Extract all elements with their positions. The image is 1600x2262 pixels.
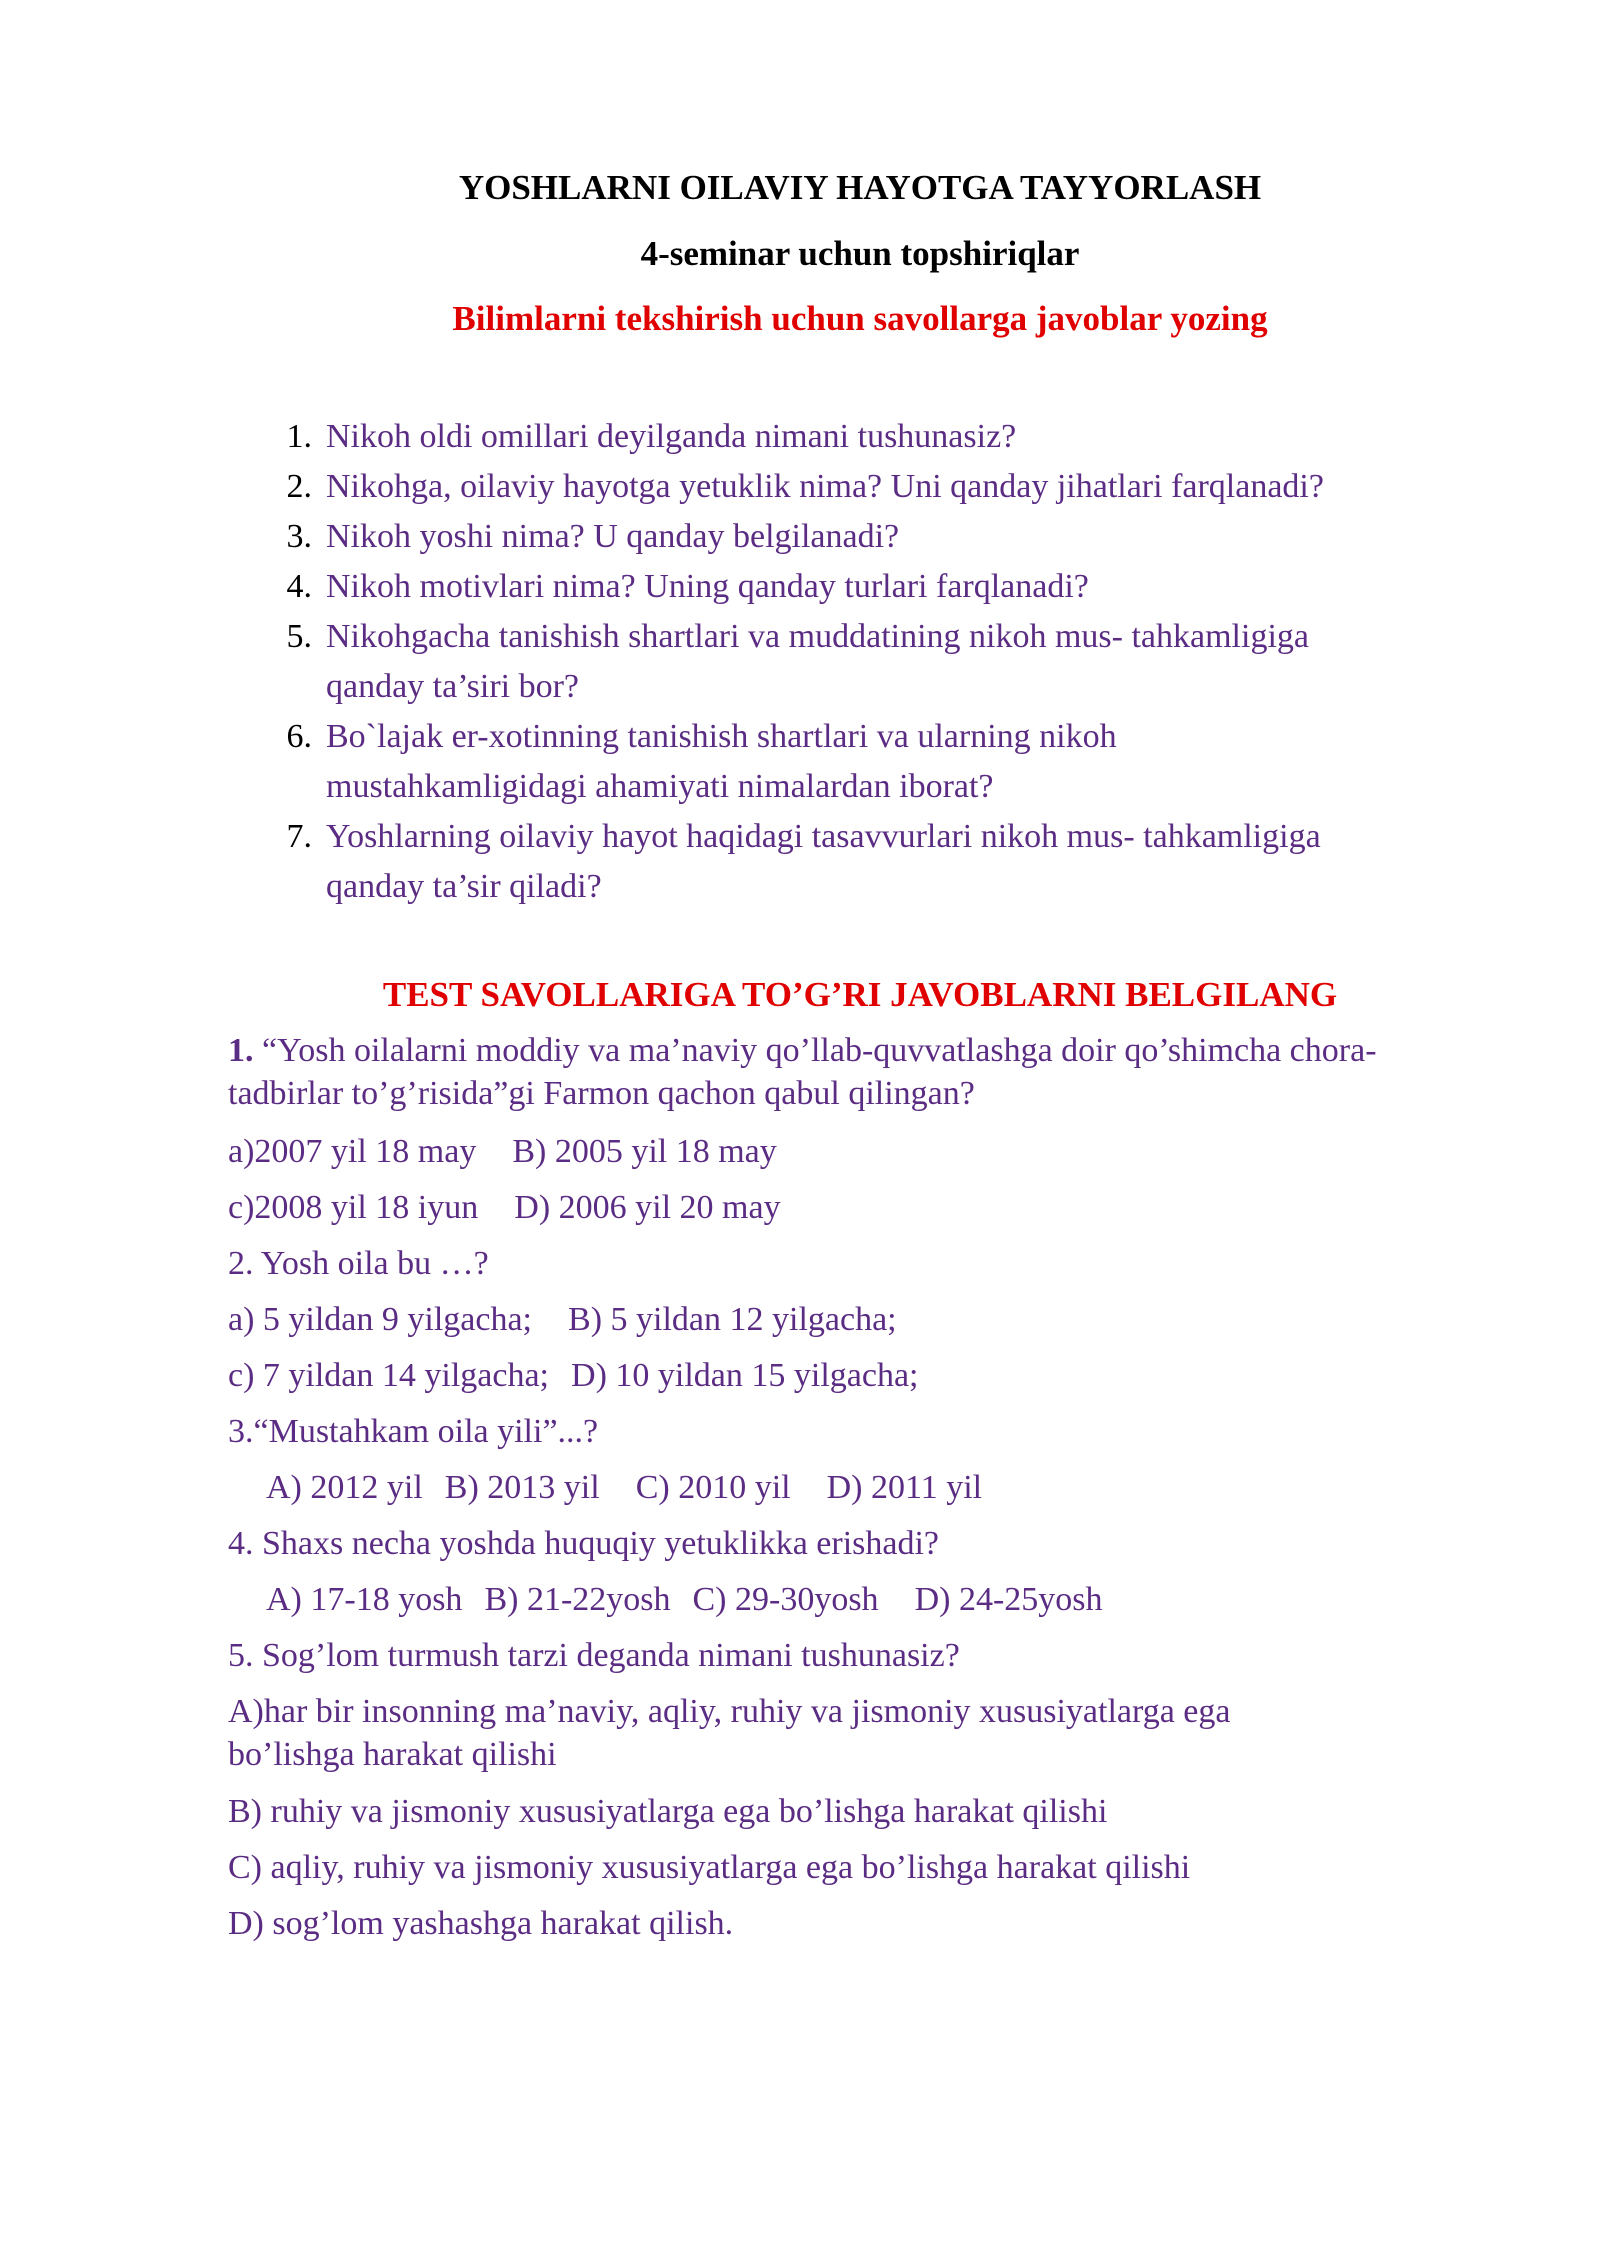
- option-b: B) 2013 yil: [444, 1469, 600, 1506]
- option-b: B) 2005 yil 18 may: [512, 1133, 777, 1170]
- test-options-row: [228, 1299, 897, 1341]
- option-a-continuation: bo’lishga harakat qilishi: [228, 1736, 557, 1773]
- option-c: c)2008 yil 18 iyun: [228, 1189, 479, 1226]
- list-item-text: Nikohgacha tanishish shartlari va muddatining nikoh mus- tahkamligiga: [326, 618, 1309, 655]
- list-item-text: qanday ta’sir qiladi?: [326, 868, 602, 905]
- option-c: C) 2010 yil: [635, 1469, 791, 1506]
- list-item-text: Nikoh oldi omillari deyilganda nimani tushunasiz?: [326, 418, 1017, 455]
- test-question-5: 5. Sog’lom turmush tarzi deganda nimani tushunasiz?: [228, 1637, 960, 1674]
- test-options-row: [266, 1467, 982, 1509]
- test-question-4: 4. Shaxs necha yoshda huquqiy yetuklikka erishadi?: [228, 1525, 940, 1562]
- test-options-row: [228, 1187, 781, 1229]
- test-question-1-continuation: tadbirlar to’g’risida”gi Farmon qachon qabul qilingan?: [228, 1075, 975, 1112]
- list-item-number: 2.: [286, 468, 312, 505]
- option-c: C) aqliy, ruhiy va jismoniy xususiyatlarga ega bo’lishga harakat qilishi: [228, 1849, 1191, 1886]
- list-item-text: Yoshlarning oilaviy hayot haqidagi tasavvurlari nikoh mus- tahkamligiga: [326, 818, 1321, 855]
- option-d: D) 2011 yil: [826, 1469, 983, 1506]
- list-item-number: 5.: [286, 618, 312, 655]
- option-a: a) 5 yildan 9 yilgacha;: [228, 1301, 533, 1338]
- option-a: A)har bir insonning ma’naviy, aqliy, ruhiy va jismoniy xususiyatlarga ega: [228, 1693, 1231, 1730]
- option-b: B) ruhiy va jismoniy xususiyatlarga ega bo’lishga harakat qilishi: [228, 1793, 1108, 1830]
- list-item-text: mustahkamligidagi ahamiyati nimalardan iborat?: [326, 768, 994, 805]
- option-d: D) 24-25yosh: [914, 1581, 1103, 1618]
- test-options-row: [228, 1131, 777, 1173]
- option-a: A) 17-18 yosh: [266, 1581, 463, 1618]
- list-item-number: 4.: [286, 568, 312, 605]
- test-options-row: [266, 1579, 1103, 1621]
- test-question-3: 3.“Mustahkam oila yili”...?: [228, 1413, 599, 1450]
- option-a: a)2007 yil 18 may: [228, 1133, 477, 1170]
- option-a: A) 2012 yil: [266, 1469, 423, 1506]
- option-d: D) sog’lom yashashga harakat qilish.: [228, 1905, 734, 1942]
- test-question-text: “Yosh oilalarni moddiy va ma’naviy qo’llab-quvvatlashga doir qo’shimcha chora-: [253, 1032, 1377, 1069]
- test-question-number: 1.: [228, 1032, 254, 1069]
- option-d: D) 2006 yil 20 may: [514, 1189, 781, 1226]
- option-b: B) 21-22yosh: [484, 1581, 671, 1618]
- list-item-text: Bo`lajak er-xotinning tanishish shartlari va ularning nikoh: [326, 718, 1117, 755]
- option-d: D) 10 yildan 15 yilgacha;: [571, 1357, 919, 1394]
- test-options-row: [228, 1355, 919, 1397]
- document-title: YOSHLARNI OILAVIY HAYOTGA TAYYORLASH: [458, 168, 1262, 207]
- list-item-text: Nikohga, oilaviy hayotga yetuklik nima? Uni qanday jihatlari farqlanadi?: [326, 468, 1324, 505]
- list-item-number: 3.: [286, 518, 312, 555]
- document-subtitle: 4-seminar uchun topshiriqlar: [640, 234, 1080, 273]
- option-c: C) 29-30yosh: [692, 1581, 879, 1618]
- list-item-text: qanday ta’siri bor?: [326, 668, 580, 705]
- test-heading: TEST SAVOLLARIGA TO’G’RI JAVOBLARNI BELGILANG: [382, 975, 1338, 1014]
- test-question-1: [228, 1030, 1377, 1072]
- option-c: c) 7 yildan 14 yilgacha;: [228, 1357, 550, 1394]
- list-item-number: 6.: [286, 718, 312, 755]
- instruction-heading: Bilimlarni tekshirish uchun savollarga javoblar yozing: [452, 299, 1268, 338]
- list-item-text: Nikoh motivlari nima? Uning qanday turlari farqlanadi?: [326, 568, 1089, 605]
- list-item-number: 7.: [286, 818, 312, 855]
- test-question-2: 2. Yosh oila bu …?: [228, 1245, 489, 1282]
- list-item-text: Nikoh yoshi nima? U qanday belgilanadi?: [326, 518, 900, 555]
- list-item-number: 1.: [286, 418, 312, 455]
- option-b: B) 5 yildan 12 yilgacha;: [568, 1301, 897, 1338]
